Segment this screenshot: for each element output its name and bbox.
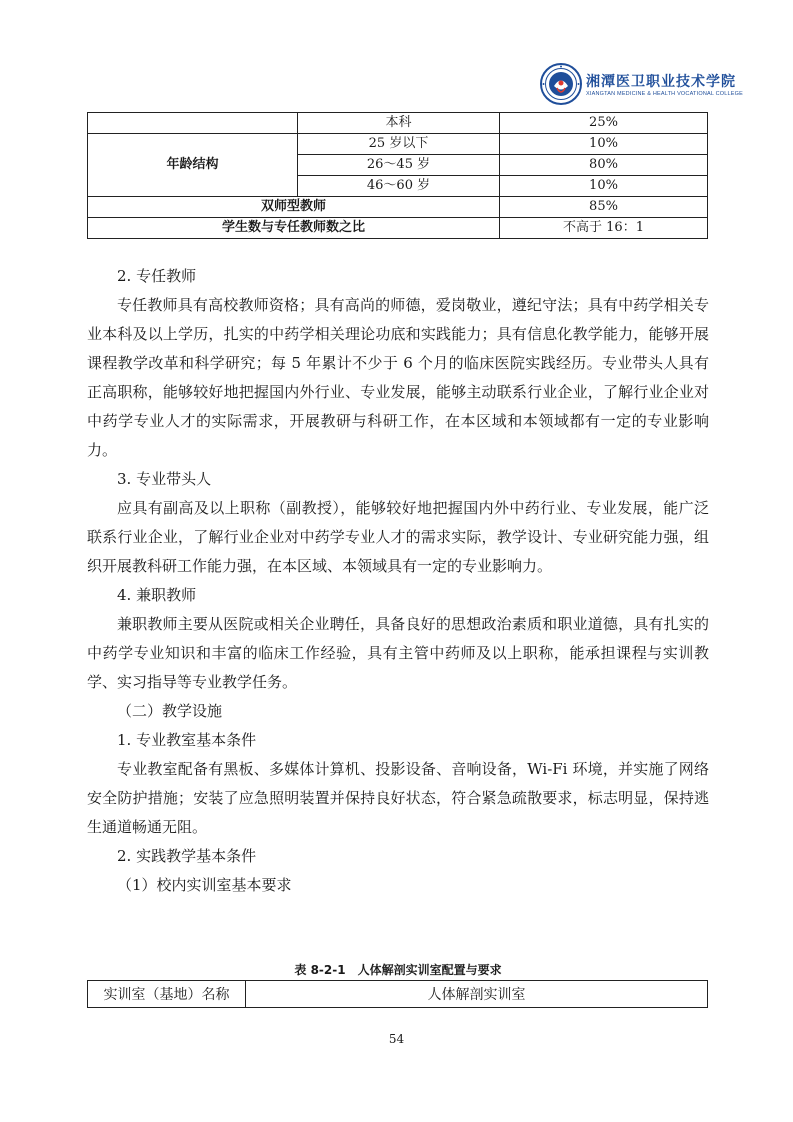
heading-program-leader: 3. 专业带头人	[117, 470, 212, 488]
anatomy-lab-table	[87, 980, 708, 1008]
dual-qualified-label: 双师型教师	[88, 197, 500, 218]
table-row	[88, 218, 708, 239]
logo-chinese-name: 湘潭医卫职业技术学院	[586, 74, 736, 90]
table-cell: 实训室（基地）名称	[88, 981, 246, 1008]
table-cell: 26～45 岁	[298, 155, 500, 176]
table-row	[88, 197, 708, 218]
table-cell: 不高于 16：1	[500, 218, 708, 239]
heading-classroom-conditions: 1. 专业教室基本条件	[117, 731, 257, 749]
paragraph-program-leader: 应具有副高及以上职称（副教授），能够较好地把握国内外中药行业、专业发展，能广泛联系行业企业，了解行业企业对中药学专业人才的需求实际，教学设计、专业研究能力强，组织开展教科研工作能力强，在本区域、本领域具有一定的专业影响力。	[87, 499, 709, 575]
college-emblem-icon	[540, 63, 582, 105]
table-cell: 10%	[500, 134, 708, 155]
heading-fulltime-teachers: 2. 专任教师	[117, 267, 197, 285]
table-cell: 46～60 岁	[298, 176, 500, 197]
page-number: 54	[388, 1032, 405, 1046]
document-body	[87, 262, 709, 900]
student-teacher-ratio-label: 学生数与专任教师数之比	[88, 218, 500, 239]
table-cell: 人体解剖实训室	[246, 981, 708, 1008]
table-cell: 25 岁以下	[298, 134, 500, 155]
table-cell: 本科	[298, 113, 500, 134]
table-cell: 85%	[500, 197, 708, 218]
heading-practice-conditions: 2. 实践教学基本条件	[117, 847, 257, 865]
faculty-structure-table	[87, 112, 708, 239]
table-cell: 10%	[500, 176, 708, 197]
college-logo	[540, 62, 744, 106]
heading-parttime-teachers: 4. 兼职教师	[117, 586, 197, 604]
paragraph-parttime-teachers: 兼职教师主要从医院或相关企业聘任，具备良好的思想政治素质和职业道德，具有扎实的中药学专业知识和丰富的临床工作经验，具有主管中药师及以上职称，能承担课程与实训教学、实习指导等专业教学任务。	[87, 615, 709, 691]
table-cell: 25%	[500, 113, 708, 134]
heading-oncampus-training: （1）校内实训室基本要求	[117, 876, 292, 894]
heading-teaching-facilities: （二）教学设施	[117, 702, 223, 720]
table-row	[88, 134, 708, 155]
table-cell: 80%	[500, 155, 708, 176]
table-cell-empty	[88, 113, 298, 134]
table-row	[88, 113, 708, 134]
table-caption: 表 8-2-1 人体解剖实训室配置与要求	[294, 963, 502, 977]
logo-english-name: XIANGTAN MEDICINE & HEALTH VOCATIONAL COLLEGE	[586, 91, 744, 97]
paragraph-classroom-conditions: 专业教室配备有黑板、多媒体计算机、投影设备、音响设备，Wi-Fi 环境，并实施了网络安全防护措施；安装了应急照明装置并保持良好状态，符合紧急疏散要求，标志明显，保持逃生通道畅通无阻。	[87, 760, 709, 836]
table-row	[88, 981, 708, 1008]
paragraph-fulltime-teachers: 专任教师具有高校教师资格；具有高尚的师德，爱岗敬业，遵纪守法；具有中药学相关专业本科及以上学历，扎实的中药学相关理论功底和实践能力；具有信息化教学能力，能够开展课程教学改革和科学研究；每 5 年累计不少于 6 个月的临床医院实践经历。专业带头人具有正高职称，能够较好地把握国内外行业、专业发展，能够主动联系行业企业，了解行业企业对中药学专业人才的实际需求，开展教研与科研工作，在本区域和本领域都有一定的专业影响力。	[87, 296, 709, 459]
age-structure-label: 年龄结构	[88, 134, 298, 197]
